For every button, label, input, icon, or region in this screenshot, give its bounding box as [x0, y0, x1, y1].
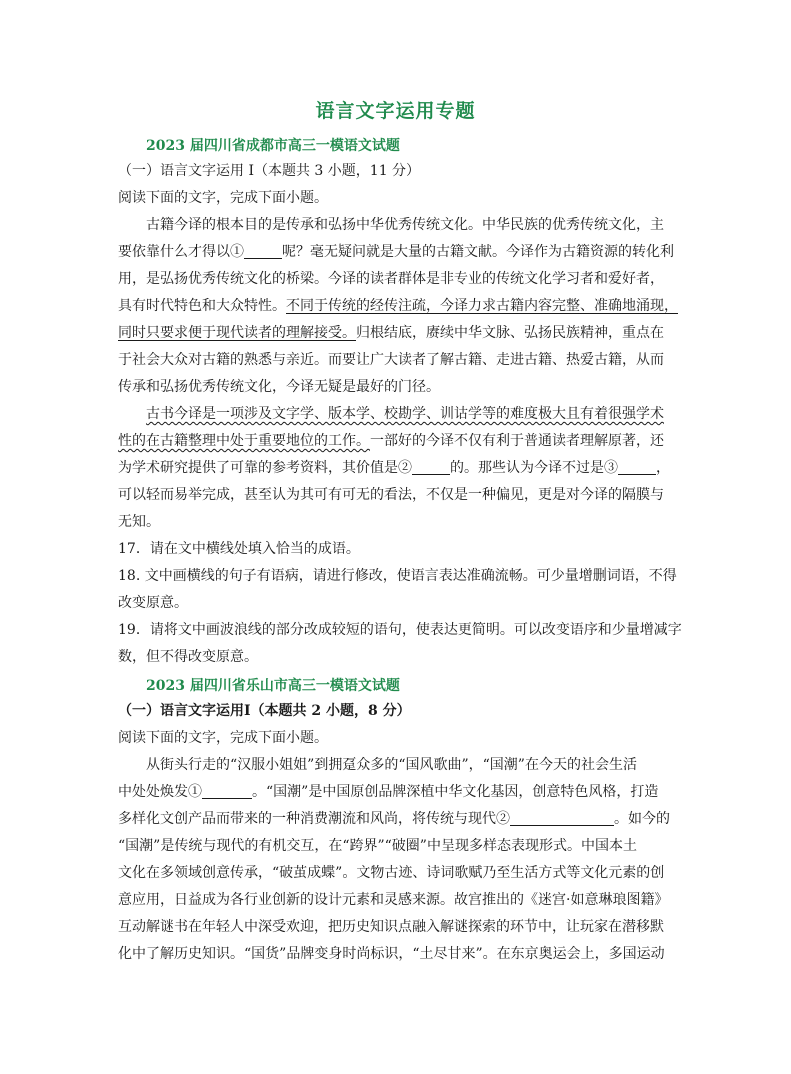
doc-title: 语言文字运用专题 [315, 100, 476, 122]
fill-blank-1 [244, 244, 282, 259]
underlined-sentence: 同时只要求便于现代读者的理解接受。 [118, 325, 356, 341]
section-heading-1: （一）语言文字运用 I（本题共 3 小题，11 分） [118, 163, 421, 179]
para2-line [146, 405, 678, 423]
question-17: 17．请在文中横线处填入恰当的成语。 [118, 541, 360, 557]
para1-line: 古籍今译的根本目的是传承和弘扬中华优秀传统文化。中华民族的优秀传统文化，主 [146, 217, 664, 233]
para1-line: 要依靠什么才得以① 呢？毫无疑问就是大量的古籍文献。今译作为古籍资源的转化利 [118, 244, 674, 260]
para3-line: 多样化文创产品而带来的一种消费潮流和风尚，将传统与现代② 。如今的 [118, 811, 670, 827]
para3-line: 意应用，日益成为各行业创新的设计元素和灵感来源。故宫推出的《迷宫·如意琳琅图籍》 [118, 892, 669, 908]
question-19: 19．请将文中画波浪线的部分改成较短的语句，使表达更简明。可以改变语序和少量增减字 [118, 622, 682, 638]
para1-line: 传承和弘扬优秀传统文化，今译无疑是最好的门径。 [118, 379, 440, 395]
source-heading-2: 2023 届四川省乐山市高三一模语文试题 [146, 678, 400, 694]
para3-line: 文化在多领域创意传承，“破茧成蝶”。文物古迹、诗词歌赋乃至生活方式等文化元素的创 [118, 865, 665, 881]
para3-line: 互动解谜书在年轻人中深受欢迎，把历史知识点融入解谜探索的环节中，让玩家在潜移默 [118, 919, 664, 935]
fill-blank-5 [510, 811, 614, 826]
fill-blank-4 [202, 784, 252, 799]
section-heading-2: （一）语言文字运用Ⅰ（本题共 2 小题，8 分） [118, 703, 411, 719]
instruction-2: 阅读下面的文字，完成下面小题。 [118, 730, 328, 746]
para1-line: 于社会大众对古籍的熟悉与亲近。而要让广大读者了解古籍、走进古籍、热爱古籍，从而 [118, 352, 664, 368]
wavy-underlined-sentence: 性的在古籍整理中处于重要地位的工作。 [118, 433, 370, 449]
instruction-1: 阅读下面的文字，完成下面小题。 [118, 190, 328, 206]
para2-line: 为学术研究提供了可靠的参考资料，其价值是② 的。那些认为今译不过是③ ， [118, 460, 670, 476]
wavy-underlined-sentence: 古书今译是一项涉及文字学、版本学、校勘学、训诂学等的难度极大且有着很强学术 [146, 406, 664, 422]
para1-line: 同时只要求便于现代读者的理解接受。归根结底，赓续中华文脉、弘扬民族精神，重点在 [118, 325, 664, 341]
fill-blank-3 [618, 460, 656, 475]
para1-line: 具有时代特色和大众特性。不同于传统的经传注疏，今译力求古籍内容完整、准确地涌现， [118, 298, 678, 314]
question-19-cont: 数，但不得改变原意。 [118, 649, 258, 665]
source-heading-1: 2023 届四川省成都市高三一模语文试题 [146, 138, 400, 154]
para1-line: 用，是弘扬优秀传统文化的桥梁。今译的读者群体是非专业的传统文化学习者和爱好者， [118, 271, 664, 287]
para3-line: 从街头行走的“汉服小姐姐”到拥趸众多的“国风歌曲”，“国潮”在今天的社会生活 [146, 757, 637, 773]
fill-blank-2 [412, 460, 450, 475]
para2-line: 性的在古籍整理中处于重要地位的工作。一部好的今译不仅有利于普通读者理解原著，还 [118, 433, 664, 449]
underlined-sentence: 不同于传统的经传注疏，今译力求古籍内容完整、准确地涌现， [286, 298, 678, 314]
para3-line: 化中了解历史知识。“国货”品牌变身时尚标识，“土尽甘来”。在东京奥运会上，多国运动 [118, 946, 665, 962]
question-18-cont: 改变原意。 [118, 595, 188, 611]
question-18: 18. 文中画横线的句子有语病，请进行修改，使语言表达准确流畅。可少量增删词语，不得 [118, 568, 677, 584]
para2-line: 无知。 [118, 514, 160, 530]
para3-line: “国潮”是传统与现代的有机交互，在“跨界”“破圈”中呈现多样态表现形式。中国本土 [118, 838, 637, 854]
para3-line: 中处处焕发① 。“国潮”是中国原创品牌深植中华文化基因，创意特色风格，打造 [118, 784, 659, 800]
para2-line: 可以轻而易举完成，甚至认为其可有可无的看法，不仅是一种偏见，更是对今译的隔膜与 [118, 487, 664, 503]
